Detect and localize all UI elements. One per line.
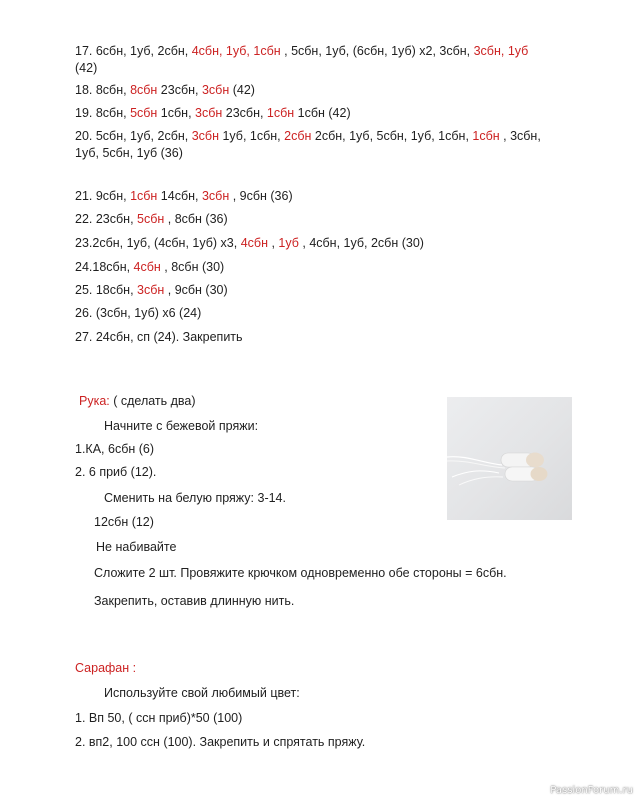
- row-20-text-2: 1уб, 1сбн,: [218, 129, 285, 143]
- row-25-text-2: , 9сбн (30): [164, 283, 228, 297]
- row-25: [75, 283, 228, 298]
- row-18-text: 18. 8сбн,: [75, 83, 131, 97]
- row-19-text: 19. 8сбн,: [75, 106, 131, 120]
- row-18-highlight-1: 8сбн: [130, 83, 158, 97]
- row-23-text-3: , 4сбн, 1уб, 2сбн (30): [298, 236, 424, 250]
- row-20-text-4: , 3сбн,: [499, 129, 541, 143]
- arm-change-yarn: Сменить на белую пряжу: 3-14.: [104, 491, 286, 505]
- row-20-highlight-3: 1сбн: [472, 129, 500, 143]
- arms-photo: [447, 397, 572, 520]
- arm-fold: Сложите 2 шт. Провяжите крючком одновременно обе стороны = 6сбн.: [94, 566, 507, 580]
- row-26: 26. (3сбн, 1уб) х6 (24): [75, 306, 202, 320]
- row-17-text: 17. 6сбн, 1уб, 2сбн,: [75, 44, 192, 58]
- arm-row-2: 2. 6 приб (12).: [75, 465, 157, 479]
- row-24-text-2: , 8сбн (30): [160, 260, 225, 274]
- row-25-text: 25. 18сбн,: [75, 283, 138, 297]
- row-23-text: 23.2сбн, 1уб, (4сбн, 1уб) х3,: [75, 236, 241, 250]
- row-21: [75, 189, 293, 204]
- arm-heading: Рука:: [79, 394, 110, 408]
- row-20: [75, 129, 541, 144]
- row-23: [75, 236, 424, 251]
- row-23-highlight-1: 4сбн: [240, 236, 268, 250]
- row-18: [75, 83, 255, 98]
- row-20-highlight-1: 3сбн: [191, 129, 219, 143]
- row-20-continued: 1уб, 5сбн, 1уб (36): [75, 146, 183, 160]
- arms-illustration: [447, 397, 572, 520]
- row-20-highlight-2: 2сбн: [284, 129, 312, 143]
- row-17-count: (42): [75, 61, 98, 75]
- row-23-highlight-2: 1уб: [278, 236, 299, 250]
- row-20-text: 20. 5сбн, 1уб, 2сбн,: [75, 129, 192, 143]
- dress-row-2: 2. вп2, 100 ссн (100). Закрепить и спрятать пряжу.: [75, 735, 366, 749]
- row-21-text-3: , 9сбн (36): [229, 189, 293, 203]
- row-21-text-2: 14сбн,: [157, 189, 202, 203]
- row-24: [75, 260, 224, 275]
- row-19-text-4: 1сбн (42): [294, 106, 351, 120]
- row-17-highlight-1: 4сбн, 1уб, 1сбн: [191, 44, 281, 58]
- row-17-text-2: , 5сбн, 1уб, (6сбн, 1уб) х2, 3сбн,: [280, 44, 474, 58]
- row-24-text: 24.18сбн,: [75, 260, 134, 274]
- row-19-text-3: 23сбн,: [222, 106, 267, 120]
- row-18-highlight-2: 3сбн: [201, 83, 230, 97]
- arm-row-1: 1.КА, 6сбн (6): [75, 442, 155, 456]
- row-22-highlight: 5сбн: [137, 212, 165, 226]
- dress-heading: Сарафан :: [75, 661, 137, 675]
- dress-row-1: 1. Вп 50, ( ссн приб)*50 (100): [75, 711, 243, 725]
- row-22: [75, 212, 228, 227]
- arm-row-3: 12сбн (12): [94, 515, 154, 529]
- arm-finish: Закрепить, оставив длинную нить.: [94, 594, 295, 608]
- row-27: 27. 24сбн, сп (24). Закрепить: [75, 330, 243, 344]
- arm-heading-note: ( сделать два): [109, 394, 196, 408]
- row-17: [75, 44, 528, 59]
- dress-color: Используйте свой любимый цвет:: [104, 686, 300, 700]
- row-21-highlight-2: 3сбн: [201, 189, 230, 203]
- arm-start: Начните с бежевой пряжи:: [104, 419, 259, 433]
- row-17-highlight-2: 3сбн, 1уб: [473, 44, 529, 58]
- row-19-highlight-1: 5сбн: [130, 106, 158, 120]
- row-25-highlight: 3сбн: [137, 283, 165, 297]
- watermark: PassionForum.ru: [550, 785, 633, 796]
- row-22-text: 22. 23сбн,: [75, 212, 138, 226]
- row-20-text-3: 2сбн, 1уб, 5сбн, 1уб, 1сбн,: [311, 129, 473, 143]
- row-23-text-2: ,: [267, 236, 279, 250]
- row-19-highlight-3: 1сбн: [266, 106, 295, 120]
- row-19: [75, 106, 351, 121]
- row-21-highlight-1: 1сбн: [130, 189, 158, 203]
- row-19-text-2: 1сбн,: [157, 106, 196, 120]
- arm-heading-line: [79, 394, 196, 409]
- row-18-text-2: 23сбн,: [157, 83, 202, 97]
- row-21-text: 21. 9сбн,: [75, 189, 131, 203]
- row-24-highlight: 4сбн: [133, 260, 161, 274]
- row-18-text-3: (42): [229, 83, 255, 97]
- row-19-highlight-2: 3сбн: [195, 106, 223, 120]
- row-22-text-2: , 8сбн (36): [164, 212, 228, 226]
- arm-no-stuffing: Не набивайте: [96, 540, 177, 554]
